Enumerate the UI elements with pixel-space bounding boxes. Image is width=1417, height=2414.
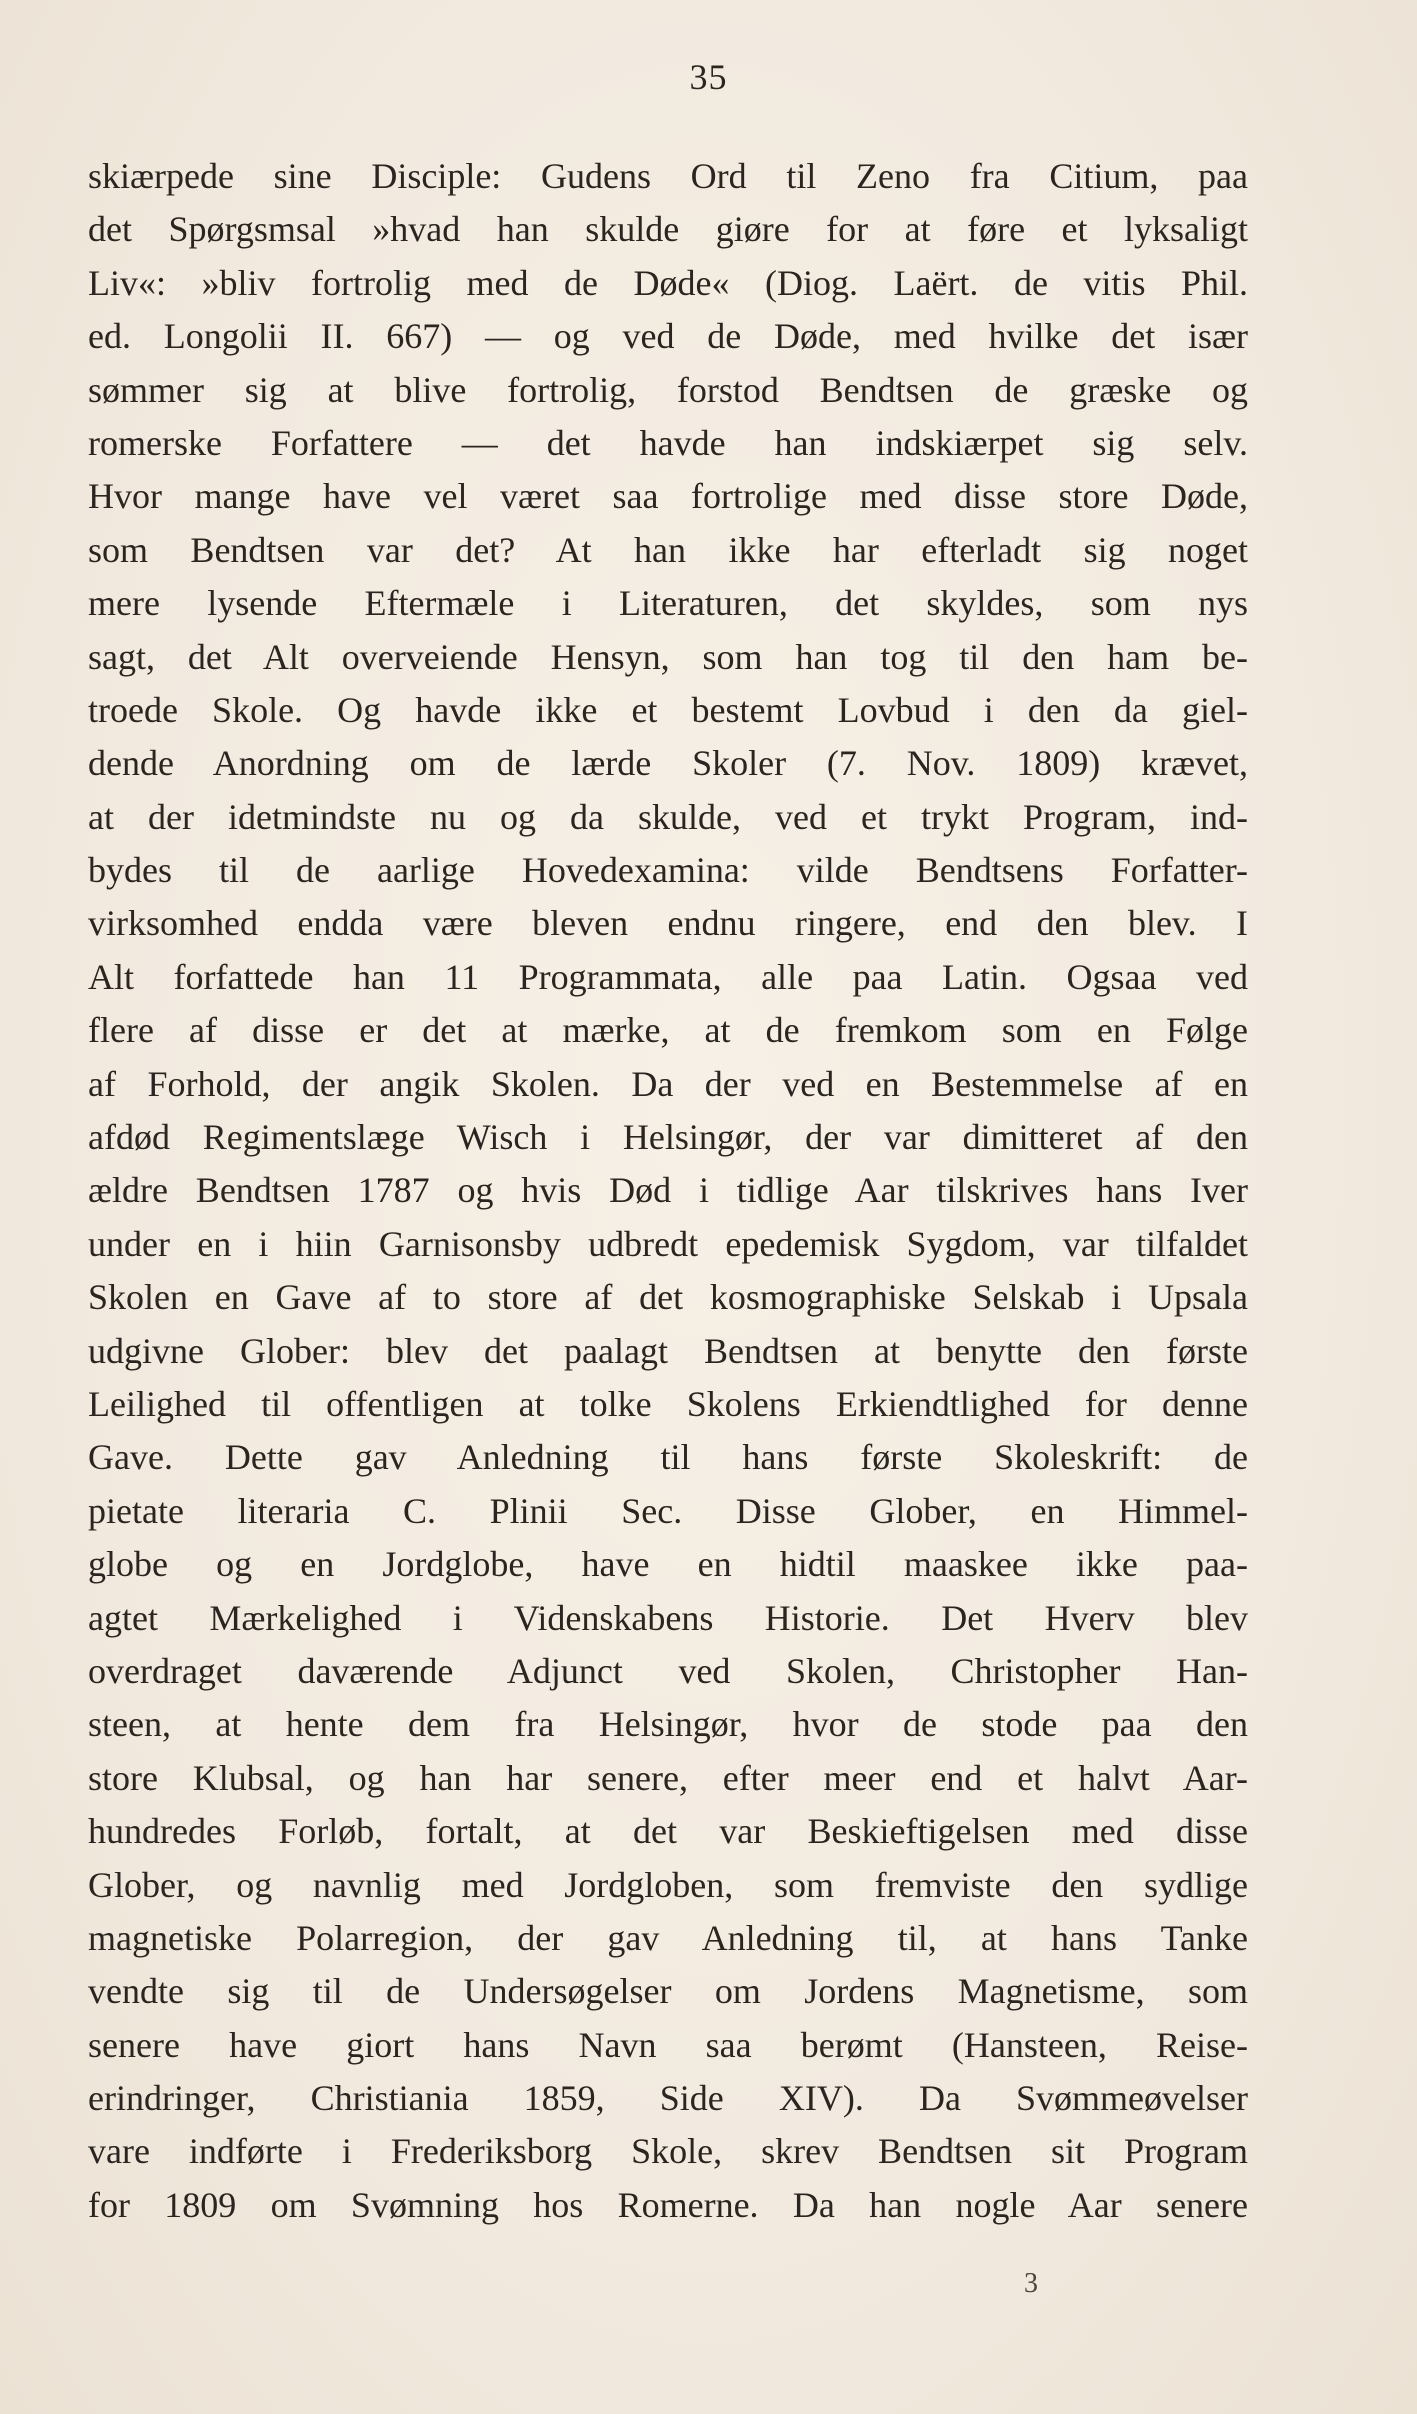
text-line: det Spørgsmsal »hvad han skulde giøre for at føre et lyksaligt: [88, 209, 1248, 250]
text-line: magnetiske Polarregion, der gav Anledning til, at hans Tanke: [88, 1917, 1248, 1958]
text-line: agtet Mærkelighed i Videnskabens Historie. Det Hverv blev: [88, 1597, 1248, 1638]
text-line: flere af disse er det at mærke, at de fremkom som en Følge: [88, 1010, 1248, 1051]
text-line: steen, at hente dem fra Helsingør, hvor de stode paa den: [88, 1704, 1248, 1745]
text-line: globe og en Jordglobe, have en hidtil maaskee ikke paa-: [88, 1544, 1248, 1585]
text-line: mere lysende Eftermæle i Literaturen, det skyldes, som nys: [88, 583, 1248, 624]
text-line: ed. Longolii II. 667) — og ved de Døde, med hvilke det især: [88, 316, 1248, 357]
text-line: erindringer, Christiania 1859, Side XIV). Da Svømmeøvelser: [88, 2078, 1248, 2119]
text-line: Leilighed til offentligen at tolke Skolens Erkiendtlighed for denne: [88, 1383, 1248, 1424]
text-line: afdød Regimentslæge Wisch i Helsingør, der var dimitteret af den: [88, 1117, 1248, 1158]
text-line: romerske Forfattere — det havde han indskiærpet sig selv.: [88, 422, 1248, 463]
text-line: dende Anordning om de lærde Skoler (7. Nov. 1809) krævet,: [88, 743, 1248, 784]
text-line: Hvor mange have vel været saa fortrolige med disse store Døde,: [88, 476, 1248, 517]
text-line: under en i hiin Garnisonsby udbredt epedemisk Sygdom, var tilfaldet: [88, 1223, 1248, 1264]
text-line: udgivne Glober: blev det paalagt Bendtsen at benytte den første: [88, 1330, 1248, 1371]
text-line: Alt forfattede han 11 Programmata, alle paa Latin. Ogsaa ved: [88, 956, 1248, 997]
text-line: af Forhold, der angik Skolen. Da der ved en Bestemmelse af en: [88, 1063, 1248, 1104]
text-line: Skolen en Gave af to store af det kosmographiske Selskab i Upsala: [88, 1277, 1248, 1318]
text-line: skiærpede sine Disciple: Gudens Ord til Zeno fra Citium, paa: [88, 156, 1248, 196]
text-line: at der idetmindste nu og da skulde, ved et trykt Program, ind-: [88, 796, 1248, 837]
text-line: Liv«: »bliv fortrolig med de Døde« (Diog. Laërt. de vitis Phil.: [88, 262, 1248, 303]
text-line: virksomhed endda være bleven endnu ringere, end den blev. I: [88, 903, 1248, 944]
body-text: [88, 150, 1248, 2232]
text-line: sømmer sig at blive fortrolig, forstod Bendtsen de græske og: [88, 369, 1248, 410]
text-line: troede Skole. Og havde ikke et bestemt Lovbud i den da giel-: [88, 689, 1248, 730]
text-line: bydes til de aarlige Hovedexamina: vilde Bendtsens Forfatter-: [88, 850, 1248, 891]
text-line: vendte sig til de Undersøgelser om Jordens Magnetisme, som: [88, 1971, 1248, 2012]
text-line: vare indførte i Frederiksborg Skole, skrev Bendtsen sit Program: [88, 2131, 1248, 2172]
text-line: som Bendtsen var det? At han ikke har efterladt sig noget: [88, 529, 1248, 570]
page-number: 35: [689, 57, 728, 97]
text-line: Gave. Dette gav Anledning til hans første Skoleskrift: de: [88, 1437, 1248, 1478]
text-line: sagt, det Alt overveiende Hensyn, som han tog til den ham be-: [88, 636, 1248, 677]
text-line: senere have giort hans Navn saa berømt (Hansteen, Reise-: [88, 2024, 1248, 2065]
signature-mark: 3: [1024, 2268, 1038, 2299]
text-line: Glober, og navnlig med Jordgloben, som fremviste den sydlige: [88, 1864, 1248, 1905]
text-line: store Klubsal, og han har senere, efter meer end et halvt Aar-: [88, 1757, 1248, 1798]
text-line: overdraget daværende Adjunct ved Skolen, Christopher Han-: [88, 1650, 1248, 1691]
text-line: ældre Bendtsen 1787 og hvis Død i tidlige Aar tilskrives hans Iver: [88, 1170, 1248, 1211]
text-line: for 1809 om Svømning hos Romerne. Da han nogle Aar senere: [88, 2184, 1248, 2225]
text-line: hundredes Forløb, fortalt, at det var Beskieftigelsen med disse: [88, 1811, 1248, 1852]
text-line: pietate literaria C. Plinii Sec. Disse Glober, en Himmel-: [88, 1490, 1248, 1531]
